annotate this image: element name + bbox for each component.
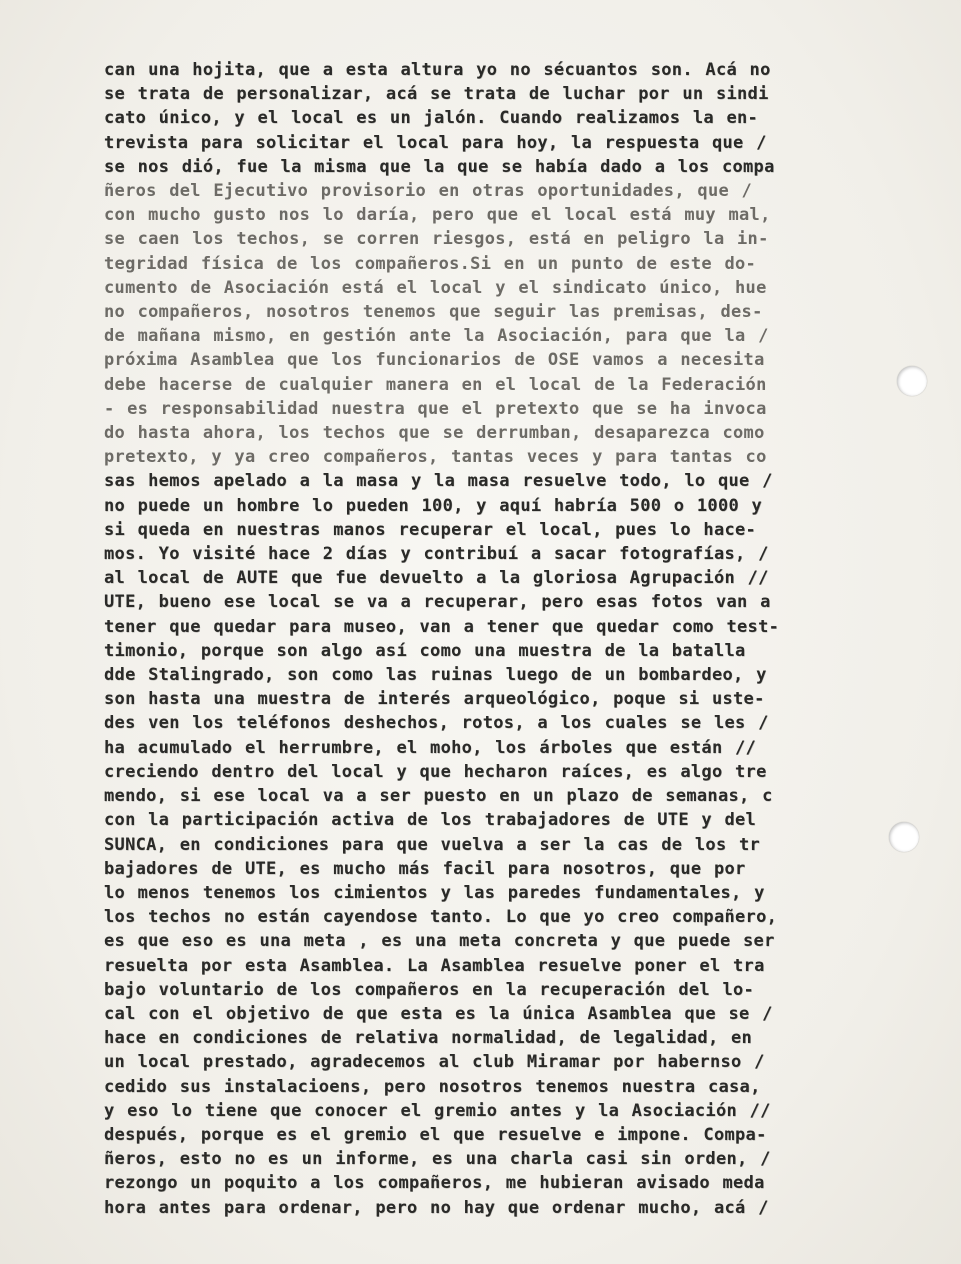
- text-line: tegridad física de los compañeros.Si en un punto de este do-: [104, 253, 757, 274]
- text-line: con la participación activa de los trabajadores de UTE y del: [104, 810, 757, 831]
- text-line: los techos no están cayendose tanto. Lo que yo creo compañero,: [104, 907, 778, 928]
- text-line: UTE, bueno ese local se va a recuperar, pero esas fotos van a: [104, 592, 771, 613]
- text-line: cedido sus instalacioens, pero nosotros tenemos nuestra casa,: [104, 1076, 761, 1097]
- text-line: próxima Asamblea que los funcionarios de OSE vamos a necesita: [104, 350, 765, 371]
- text-line: se caen los techos, se corren riesgos, está en peligro la in-: [104, 229, 769, 250]
- typed-text-block: [104, 58, 916, 1220]
- text-line: si queda en nuestras manos recuperar el local, pues lo hace-: [104, 519, 757, 540]
- text-line: dde Stalingrado, son como las ruinas luego de un bombardeo, y: [104, 665, 767, 686]
- text-line: no compañeros, nosotros tenemos que seguir las premisas, des-: [104, 302, 763, 323]
- text-line: son hasta una muestra de interés arqueológico, poque si uste-: [104, 689, 765, 710]
- text-line: sas hemos apelado a la masa y la masa resuelve todo, lo que /: [104, 471, 773, 492]
- text-line: - es responsabilidad nuestra que el pretexto que se ha invoca: [104, 398, 767, 419]
- text-line: al local de AUTE que fue devuelto a la gloriosa Agrupación //: [104, 568, 769, 589]
- text-line: se nos dió, fue la misma que la que se había dado a los compa: [104, 156, 775, 177]
- text-line: es que eso es una meta , es una meta concreta y que puede ser: [104, 931, 775, 952]
- text-line: SUNCA, en condiciones para que vuelva a ser la cas de los tr: [104, 834, 761, 855]
- text-line: de mañana mismo, en gestión ante la Asociación, para que la /: [104, 326, 769, 347]
- text-line: rezongo un poquito a los compañeros, me hubieran avisado meda: [104, 1173, 765, 1194]
- text-line: des ven los teléfonos deshechos, rotos, a los cuales se les /: [104, 713, 769, 734]
- text-line: ñeros, esto no es un informe, es una charla casi sin orden, /: [104, 1149, 771, 1170]
- text-line: pretexto, y ya creo compañeros, tantas veces y para tantas co: [104, 447, 767, 468]
- text-line: se trata de personalizar, acá se trata de luchar por un sindi: [104, 84, 769, 105]
- text-line: tener que quedar para museo, van a tener que quedar como test-: [104, 616, 780, 637]
- text-line: mos. Yo visité hace 2 días y contribuí a sacar fotografías, /: [104, 544, 769, 565]
- text-line: lo menos tenemos los cimientos y las paredes fundamentales, y: [104, 882, 765, 903]
- text-line: ñeros del Ejecutivo provisorio en otras oportunidades, que /: [104, 181, 753, 202]
- text-line: hace en condiciones de relativa normalidad, de legalidad, en: [104, 1028, 753, 1049]
- text-line: timonio, porque son algo así como una muestra de la batalla: [104, 640, 746, 661]
- text-line: después, porque es el gremio el que resuelve e impone. Compa-: [104, 1124, 767, 1145]
- text-line: un local prestado, agradecemos al club Miramar por habernso /: [104, 1052, 765, 1073]
- text-line: cumento de Asociación está el local y el sindicato único, hue: [104, 277, 767, 298]
- text-line: debe hacerse de cualquier manera en el local de la Federación: [104, 374, 767, 395]
- text-line: resuelta por esta Asamblea. La Asamblea resuelve poner el tra: [104, 955, 765, 976]
- text-line: cal con el objetivo de que esta es la única Asamblea que se /: [104, 1003, 773, 1024]
- text-line: creciendo dentro del local y que hecharon raíces, es algo tre: [104, 761, 767, 782]
- text-line: hora antes para ordenar, pero no hay que ordenar mucho, acá /: [104, 1197, 769, 1218]
- text-line: no puede un hombre lo pueden 100, y aquí habría 500 o 1000 y: [104, 495, 763, 516]
- text-line: do hasta ahora, los techos que se derrumban, desaparezca como: [104, 423, 765, 444]
- text-line: cato único, y el local es un jalón. Cuando realizamos la en-: [104, 108, 759, 129]
- text-line: bajo voluntario de los compañeros en la recuperación del lo-: [104, 979, 755, 1000]
- text-line: ha acumulado el herrumbre, el moho, los árboles que están //: [104, 737, 757, 758]
- text-line: trevista para solicitar el local para hoy, la respuesta que /: [104, 132, 767, 153]
- text-line: bajadores de UTE, es mucho más facil para nosotros, que por: [104, 858, 746, 879]
- text-line: con mucho gusto nos lo daría, pero que el local está muy mal,: [104, 205, 771, 226]
- text-line: mendo, si ese local va a ser puesto en un plazo de semanas, c: [104, 786, 773, 807]
- text-line: y eso lo tiene que conocer el gremio antes y la Asociación //: [104, 1100, 771, 1121]
- text-line: can una hojita, que a esta altura yo no sécuantos son. Acá no: [104, 60, 771, 80]
